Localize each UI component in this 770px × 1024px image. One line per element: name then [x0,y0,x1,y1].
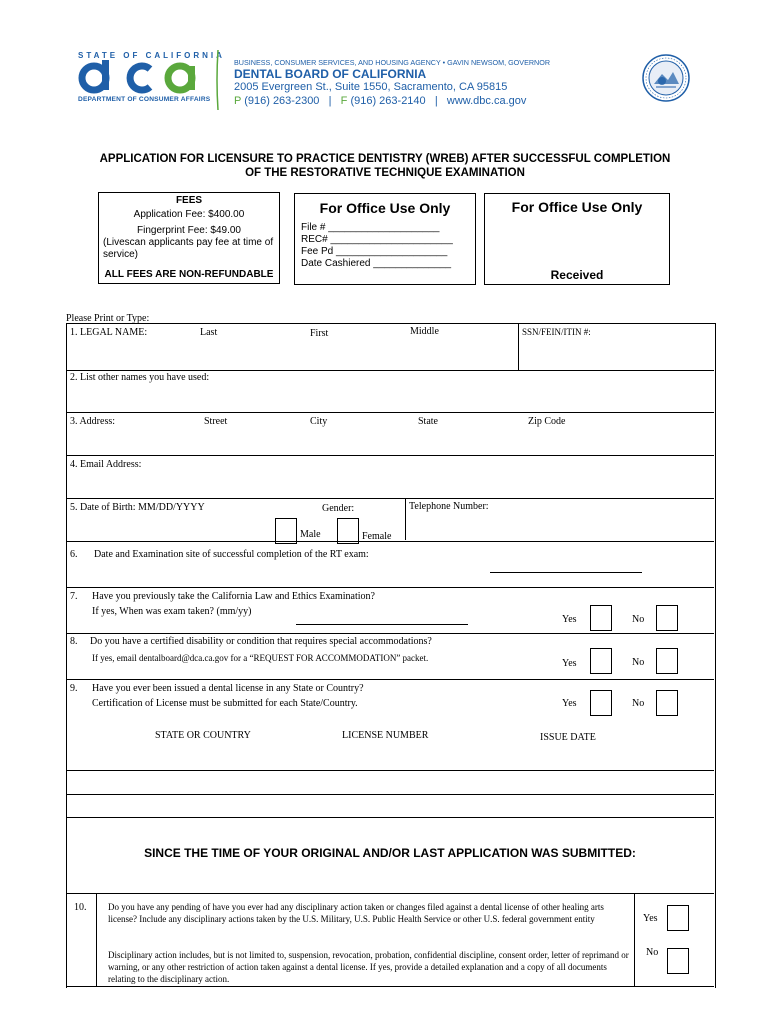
gender-label: Gender: [322,503,355,514]
question-8-yes-label: Yes [562,658,577,669]
state-label: State [418,416,438,427]
row-divider-1 [66,370,714,371]
form-title-line-1: APPLICATION FOR LICENSURE TO PRACTICE DENTISTRY (WREB) AFTER SUCCESSFUL COMPLETION [99,153,671,165]
fax-prefix: F [340,95,348,107]
street-label: Street [204,416,228,427]
question-7-number: 7. [70,591,78,602]
question-8-yes-checkbox[interactable] [590,648,612,674]
question-10-yes-checkbox[interactable] [667,905,689,931]
question-7-no-checkbox[interactable] [656,605,678,631]
other-names-label: 2. List other names you have used: [70,372,210,383]
question-10-note: Disciplinary action includes, but is not limited to, suspension, revocation, probation, confidential discipline, consent order, letter of reprimand or warning, or any other restriction of action taken against a dental license. If yes, provide a detailed explanation and a copy of all documents relating to the disciplinary action. [108,950,629,984]
file-number-field[interactable]: File # ____________________ [301,222,440,233]
ssn-divider [518,323,519,370]
dca-logo-icon [76,58,206,94]
license-table-row-1[interactable] [66,770,714,771]
email-label: 4. Email Address: [70,459,142,470]
board-name: DENTAL BOARD OF CALIFORNIA [234,67,427,81]
question-9-text: Have you ever been issued a dental license in any State or Country? [92,683,364,694]
office-use-box-1 [294,193,476,285]
telephone-divider [405,498,406,540]
telephone-label: Telephone Number: [409,501,489,512]
print-or-type-label: Please Print or Type: [66,313,150,324]
question-10-no-label: No [646,947,659,958]
fees-heading: FEES [175,195,203,206]
contact-separator-2: | [434,95,438,107]
question-6-text: Date and Examination site of successful completion of the RT exam: [94,549,369,560]
question-9-no-label: No [632,698,645,709]
row-divider-7 [66,633,714,634]
license-number-header: LICENSE NUMBER [342,730,429,741]
middle-name-label: Middle [410,326,439,337]
row-divider-8 [66,679,714,680]
rec-number-field[interactable]: REC# ______________________ [301,234,453,245]
board-address: 2005 Evergreen St., Suite 1550, Sacramento, CA 95815 [234,81,508,93]
fax-number: (916) 263-2140 [350,95,426,107]
question-10-text: Do you have any pending of have you ever had any disciplinary action taken or changes filed against a dental license of other healing arts license? Include any disciplinary actions taken by the U.S. Military, U.S. Public Health Service or other U.S. federal government entity [108,902,604,924]
contact-separator: | [328,95,332,107]
question-6-number: 6. [70,549,78,560]
question-8-text: Do you have a certified disability or condition that requires special accommodations? [90,636,432,647]
question-9-yes-checkbox[interactable] [590,690,612,716]
state-of-california-line: STATE OF CALIFORNIA [78,51,225,60]
question-9-number: 9. [70,683,78,694]
dca-logo [76,58,206,94]
row-divider-10 [66,893,714,894]
since-last-application-heading: SINCE THE TIME OF YOUR ORIGINAL AND/OR LAST APPLICATION WAS SUBMITTED: [144,846,636,860]
question-9-yes-label: Yes [562,698,577,709]
form-title-line-2: OF THE RESTORATIVE TECHNIQUE EXAMINATION [245,167,525,179]
question-7-answer-line[interactable] [296,624,468,625]
department-name: DEPARTMENT OF CONSUMER AFFAIRS [78,96,211,103]
female-label: Female [362,531,392,542]
question-10-answer-divider [634,893,635,987]
question-8-no-checkbox[interactable] [656,648,678,674]
question-7-text: Have you previously take the California Law and Ethics Examination? [92,591,375,602]
date-of-birth-label: 5. Date of Birth: MM/DD/YYYY [70,502,205,513]
question-8-no-label: No [632,657,645,668]
license-table-row-2[interactable] [66,794,714,795]
question-6-answer-line[interactable] [490,572,642,573]
phone-number: (916) 263-2300 [244,95,320,107]
last-name-label: Last [200,327,218,338]
form-title [40,152,730,180]
form-bottom-border [66,986,714,987]
date-cashiered-field[interactable]: Date Cashiered ______________ [301,258,452,269]
application-fee: Application Fee: $400.00 [133,209,245,220]
question-7-yes-checkbox[interactable] [590,605,612,631]
received-label: Received [550,268,604,282]
license-table-row-3[interactable] [66,817,714,818]
phone-prefix: P [234,95,242,107]
ssn-label: SSN/FEIN/ITIN #: [522,327,591,337]
office-use-box-2 [484,193,670,285]
livescan-note: (Livescan applicants pay fee at time of service) [103,237,274,260]
office-use-heading-1: For Office Use Only [319,200,451,216]
question-9-subtext: Certification of License must be submitted for each State/Country. [92,698,358,709]
question-7-yes-label: Yes [562,614,577,625]
address-label: 3. Address: [70,416,115,427]
fees-box [98,192,280,284]
question-10-number: 10. [74,902,87,913]
question-10-no-checkbox[interactable] [667,948,689,974]
row-divider-2 [66,412,714,413]
row-divider-3 [66,455,714,456]
city-label: City [310,416,328,427]
question-10-number-divider [96,893,97,987]
question-8-number: 8. [70,636,78,647]
website-link[interactable]: www.dbc.ca.gov [446,95,527,107]
fingerprint-fee: Fingerprint Fee: $49.00 [137,225,241,236]
row-divider-4 [66,498,714,499]
state-or-country-header: STATE OR COUNTRY [155,730,251,741]
question-7-no-label: No [632,614,645,625]
row-divider-6 [66,587,714,588]
contact-line [234,95,526,107]
fee-paid-field[interactable]: Fee Pd ____________________ [301,246,448,257]
non-refundable-note: ALL FEES ARE NON-REFUNDABLE [104,269,274,280]
zip-code-label: Zip Code [528,416,566,427]
question-8-subtext: If yes, email dentalboard@dca.ca.gov for a “REQUEST FOR ACCOMMODATION” packet. [92,653,429,663]
issue-date-header: ISSUE DATE [540,732,596,743]
agency-line: BUSINESS, CONSUMER SERVICES, AND HOUSING AGENCY • GAVIN NEWSOM, GOVERNOR [234,58,551,67]
question-10-yes-label: Yes [643,913,658,924]
header-divider [216,50,220,110]
first-name-label: First [310,328,329,339]
question-9-no-checkbox[interactable] [656,690,678,716]
row-divider-5 [66,541,714,542]
legal-name-label: 1. LEGAL NAME: [70,327,148,338]
office-use-heading-2: For Office Use Only [511,199,643,215]
state-seal-icon [642,54,690,102]
male-label: Male [300,529,321,540]
question-7-subtext: If yes, When was exam taken? (mm/yy) [92,606,252,617]
